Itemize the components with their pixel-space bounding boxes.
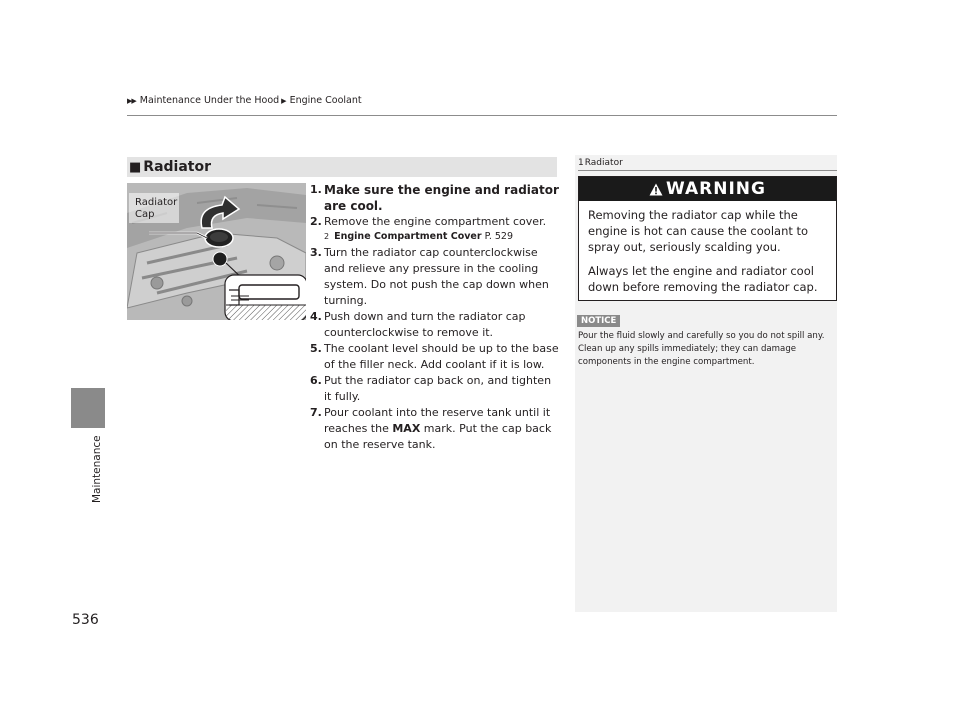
step-text-part: Pour coolant into the reserve tank until it reaches the	[324, 406, 551, 435]
step-text-part: mark. Put the cap back on the reserve tank.	[324, 422, 552, 451]
step-number: 1.	[310, 183, 322, 196]
reference-title: Engine Compartment Cover	[334, 231, 482, 242]
sidebar-heading	[578, 158, 623, 168]
procedure-steps	[310, 182, 560, 453]
breadcrumb-item-maintenance-under-hood[interactable]: Maintenance Under the Hood	[139, 95, 280, 106]
radiator-cap-illustration	[127, 183, 306, 320]
step-item	[310, 405, 560, 453]
notice-badge: NOTICE	[577, 315, 620, 327]
step-number: 5.	[310, 342, 322, 355]
warning-text: Always let the engine and radiator cool down before removing the radiator cap.	[588, 264, 818, 294]
radiator-cap-callout: Radiator Cap	[135, 197, 178, 220]
section-title: Radiator	[143, 159, 212, 175]
chapter-tab-marker	[71, 388, 105, 428]
step-number: 2.	[310, 215, 322, 228]
section-heading	[127, 157, 557, 177]
warning-title: WARNING	[666, 179, 766, 199]
step-text	[324, 405, 560, 453]
warning-triangle-icon	[649, 183, 663, 196]
notice-text: Pour the fluid slowly and carefully so you do not spill any. Clean up any spills immediately; they can damage components in the engine compartment.	[578, 331, 825, 367]
warning-header	[579, 177, 836, 201]
step-item	[310, 182, 560, 214]
cross-reference-link[interactable]	[310, 230, 560, 244]
reference-arrow-icon: 2	[324, 232, 330, 241]
reference-page: P. 529	[484, 231, 514, 242]
step-number: 7.	[310, 406, 322, 419]
sidebar-heading-text: Radiator	[584, 158, 623, 168]
note-marker-icon: 1	[578, 158, 584, 168]
step-item	[310, 214, 560, 230]
step-text: Turn the radiator cap counterclockwise and relieve any pressure in the cooling system. Do not push the cap down when turning.	[324, 246, 549, 307]
sidebar-divider	[578, 170, 837, 171]
step-text: Remove the engine compartment cover.	[324, 215, 547, 228]
section-bullet-icon: ■	[129, 159, 142, 175]
step-number: 6.	[310, 374, 322, 387]
chapter-tab-label: Maintenance	[91, 435, 103, 503]
step-text: Push down and turn the radiator cap counterclockwise to remove it.	[324, 310, 526, 339]
step-text: Make sure the engine and radiator are cool.	[324, 183, 559, 213]
step-number: 3.	[310, 246, 322, 259]
breadcrumb-separator-icon: ▶	[281, 96, 286, 105]
step-text: Put the radiator cap back on, and tighten it fully.	[324, 374, 552, 403]
warning-text: Removing the radiator cap while the engine is hot can cause the coolant to spray out, seriously scalding you.	[588, 208, 809, 254]
header-divider	[127, 115, 837, 116]
step-item	[310, 373, 560, 405]
notes-sidebar	[575, 155, 837, 612]
step-item	[310, 309, 560, 341]
max-mark-label: MAX	[392, 422, 421, 435]
breadcrumb-item-engine-coolant[interactable]: Engine Coolant	[289, 95, 362, 106]
warning-box	[578, 176, 837, 301]
step-item	[310, 245, 560, 309]
page-number: 536	[72, 612, 99, 628]
breadcrumb-arrow-icon: ▶▶	[127, 96, 136, 105]
step-item	[310, 341, 560, 373]
step-text: The coolant level should be up to the base of the filler neck. Add coolant if it is low.	[324, 342, 559, 371]
step-number: 4.	[310, 310, 322, 323]
breadcrumb	[127, 95, 362, 106]
